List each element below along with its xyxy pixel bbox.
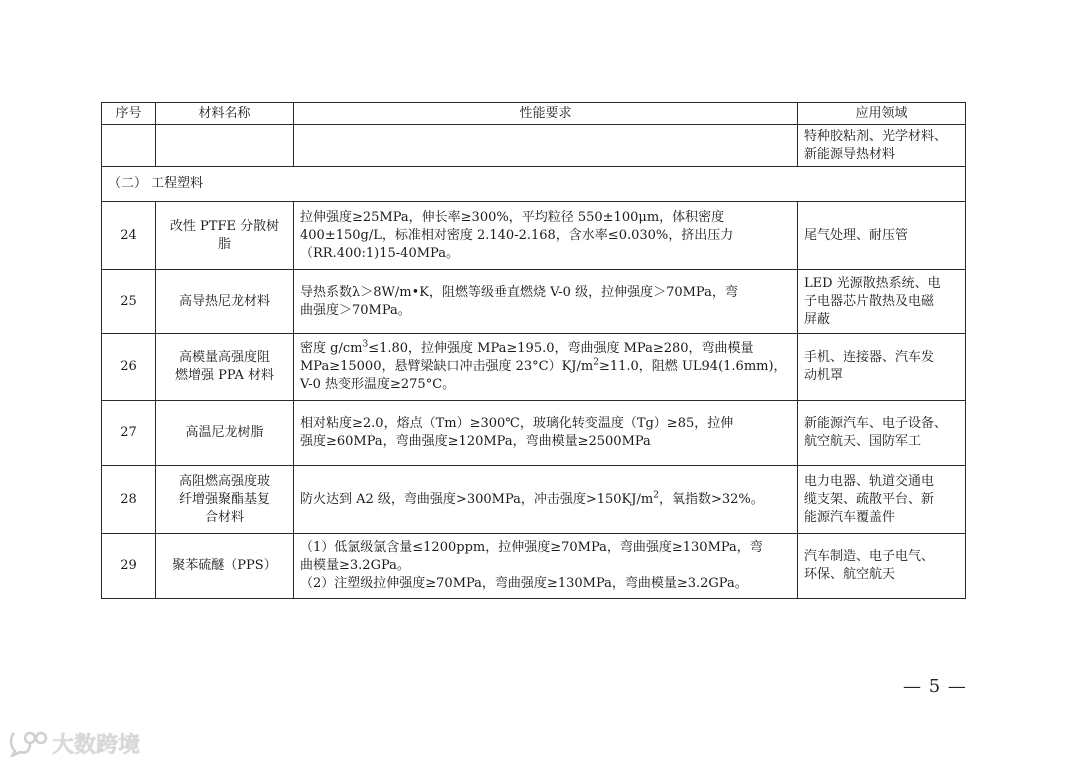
app-line: 电力电器、轨道交通电 xyxy=(804,473,935,489)
row-num: 29 xyxy=(102,534,156,599)
req-line: （RR.400:1)15-40MPa。 xyxy=(300,245,459,261)
continuation-row xyxy=(102,125,966,167)
watermark xyxy=(8,727,140,759)
req-line: （1）低氯级氯含量≤1200ppm，拉伸强度≥70MPa，弯曲强度≥130MPa，弯 xyxy=(300,540,763,555)
name-line: 纤增强聚酯基复 xyxy=(178,491,270,507)
name-line: 燃增强 PPA 材料 xyxy=(175,368,274,383)
name-line: 高导热尼龙材料 xyxy=(178,293,270,309)
header-application: 应用领域 xyxy=(798,103,966,125)
requirements xyxy=(294,466,798,534)
material-name xyxy=(156,466,294,534)
header-num: 序号 xyxy=(102,103,156,125)
continuation-name xyxy=(156,125,294,167)
materials-table xyxy=(101,102,966,599)
continuation-num xyxy=(102,125,156,167)
application xyxy=(798,270,966,334)
row-num: 26 xyxy=(102,334,156,401)
app-line: 新能源导热材料 xyxy=(804,146,896,162)
section-heading: （二） 工程塑料 xyxy=(102,167,966,202)
material-name xyxy=(156,401,294,466)
application xyxy=(798,534,966,599)
req-line: 曲强度＞70MPa。 xyxy=(300,302,411,318)
name-line: 脂 xyxy=(217,236,231,252)
material-name xyxy=(156,270,294,334)
table-row xyxy=(102,466,966,534)
name-line: 高模量高强度阻 xyxy=(178,350,270,365)
section-row xyxy=(102,167,966,202)
speech-bubble-logo-icon xyxy=(8,729,48,757)
app-line: LED 光源散热系统、电 xyxy=(804,275,941,291)
app-line: 子电器芯片散热及电磁 xyxy=(804,293,935,309)
req-line: 密度 $g/cm^3\le 1.80$，拉伸强度 MPa≥195.0，弯曲强度 MPa≥280，弯曲模量 xyxy=(300,339,754,356)
header-requirements: 性能要求 xyxy=(294,103,798,125)
app-line: 汽车制造、电子电气、 xyxy=(804,549,935,564)
application xyxy=(798,334,966,401)
req-line: 相对粘度≥2.0，熔点（Tm）≥300℃，玻璃化转变温度（Tg）≥85，拉伸 xyxy=(300,416,734,431)
app-line: 新能源汽车、电子设备、 xyxy=(804,416,948,431)
req-line: 400±150g/L，标准相对密度 2.140-2.168，含水率≤0.030%，挤出压力 xyxy=(300,227,734,243)
row-num: 27 xyxy=(102,401,156,466)
app-line: 航空航天、国防军工 xyxy=(804,434,922,449)
application xyxy=(798,401,966,466)
req-line: 强度≥60MPa，弯曲强度≥120MPa，弯曲模量≥2500MPa xyxy=(300,434,651,449)
material-name xyxy=(156,334,294,401)
table-row xyxy=(102,270,966,334)
app-line: 动机罩 xyxy=(804,368,844,383)
continuation-app xyxy=(798,125,966,167)
row-num: 24 xyxy=(102,202,156,270)
app-line: 屏蔽 xyxy=(804,311,831,327)
name-line: 高阻燃高强度玻 xyxy=(178,473,270,489)
requirements xyxy=(294,401,798,466)
req-line: （2）注塑级拉伸强度≥70MPa，弯曲强度≥130MPa，弯曲模量≥3.2GPa。 xyxy=(300,576,748,591)
table-row xyxy=(102,534,966,599)
req-line: 导热系数λ＞8W/m•K，阻燃等级垂直燃烧 V-0 级，拉伸强度＞70MPa，弯 xyxy=(300,284,738,300)
req-line: MPa≥15000，悬臂梁缺口冲击强度 $23^\circ C)KJ/m^2\ge 11.0$，阻燃 UL94(1.6mm)， xyxy=(300,357,787,374)
table-row xyxy=(102,401,966,466)
requirements xyxy=(294,534,798,599)
req-line: 曲模量≥3.2GPa。 xyxy=(300,558,410,573)
req-line: 拉伸强度≥25MPa，伸长率≥300%，平均粒径 550±100μm，体积密度 xyxy=(300,209,725,225)
table-row xyxy=(102,334,966,401)
app-line: 环保、航空航天 xyxy=(804,567,896,582)
header-name: 材料名称 xyxy=(156,103,294,125)
req-line: 防火达到 A2 级，弯曲强度>300MPa，冲击强度$>150KJ/m^2$，氧指数>32%。 xyxy=(300,490,764,507)
application xyxy=(798,202,966,270)
app-line: 手机、连接器、汽车发 xyxy=(804,350,935,365)
page-number: — 5 — xyxy=(903,676,967,697)
app-line: 缆支架、疏散平台、新 xyxy=(804,491,935,507)
name-line: 合材料 xyxy=(204,509,244,525)
row-num: 25 xyxy=(102,270,156,334)
table-row xyxy=(102,202,966,270)
material-name xyxy=(156,202,294,270)
req-line: V-0 热变形温度≥275°C。 xyxy=(300,377,456,392)
name-line: 聚苯硫醚（PPS） xyxy=(172,558,277,573)
app-line: 尾气处理、耐压管 xyxy=(804,227,909,243)
application xyxy=(798,466,966,534)
requirements xyxy=(294,270,798,334)
material-name xyxy=(156,534,294,599)
table-header-row xyxy=(102,103,966,125)
watermark-text: 大数跨境 xyxy=(52,732,141,758)
app-line: 能源汽车覆盖件 xyxy=(804,509,896,525)
requirements xyxy=(294,202,798,270)
name-line: 高温尼龙树脂 xyxy=(185,425,264,440)
app-line: 特种胶粘剂、光学材料、 xyxy=(804,128,948,144)
row-num: 28 xyxy=(102,466,156,534)
continuation-req xyxy=(294,125,798,167)
name-line: 改性 PTFE 分散树 xyxy=(169,218,280,234)
requirements xyxy=(294,334,798,401)
